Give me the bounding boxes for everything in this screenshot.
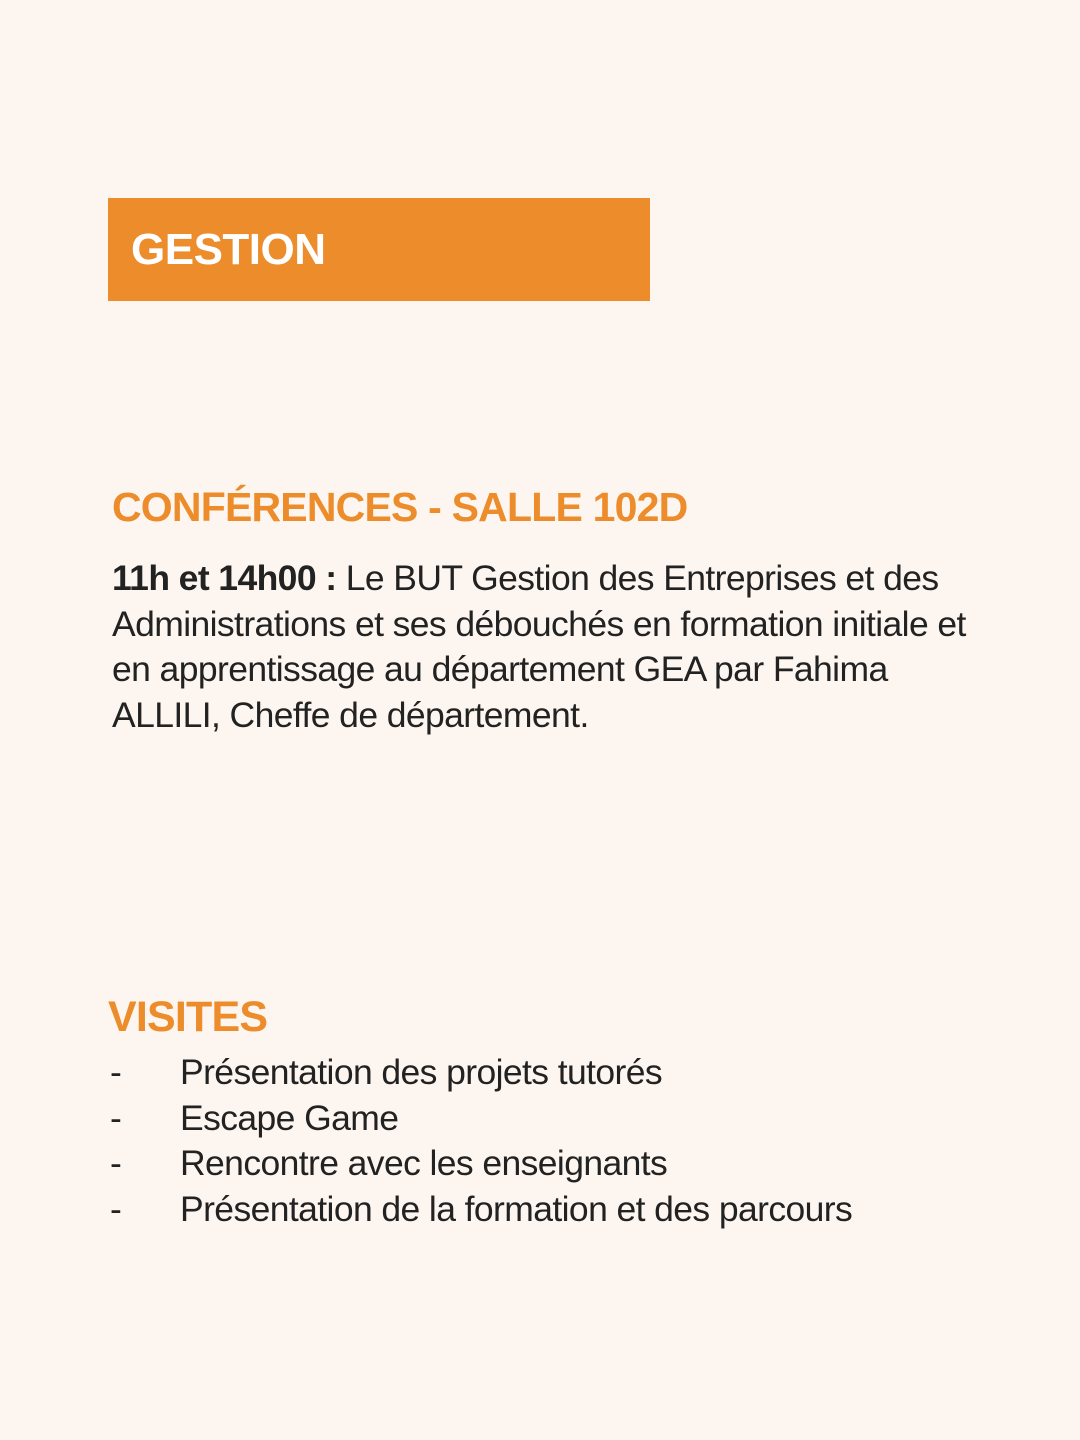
title-banner [108, 198, 650, 301]
list-bullet: - [110, 1188, 122, 1229]
conferences-heading: CONFÉRENCES - SALLE 102D [112, 484, 688, 530]
visits-item-label: Présentation des projets tutorés [180, 1052, 663, 1092]
banner-title: GESTION [131, 224, 326, 274]
visits-item-label: Rencontre avec les enseignants [180, 1143, 668, 1183]
visits-list-item [110, 1141, 852, 1187]
visits-list [110, 1050, 852, 1232]
visits-list-item [110, 1050, 852, 1096]
visits-list-item [110, 1187, 852, 1233]
conferences-text: Le BUT Gestion des Entreprises et des Administrations et ses débouchés en formation initiale et en apprentissage au département GEA par Fahima ALLILI, Cheffe de département. [112, 558, 966, 735]
visits-item-label: Escape Game [180, 1097, 399, 1138]
conferences-time: 11h et 14h00 : [112, 558, 337, 598]
visits-heading: VISITES [108, 993, 268, 1041]
list-bullet: - [110, 1052, 122, 1092]
visits-list-item [110, 1096, 852, 1142]
list-bullet: - [110, 1097, 122, 1138]
visits-item-label: Présentation de la formation et des parcours [180, 1188, 853, 1229]
conferences-description [112, 556, 972, 738]
list-bullet: - [110, 1143, 122, 1183]
